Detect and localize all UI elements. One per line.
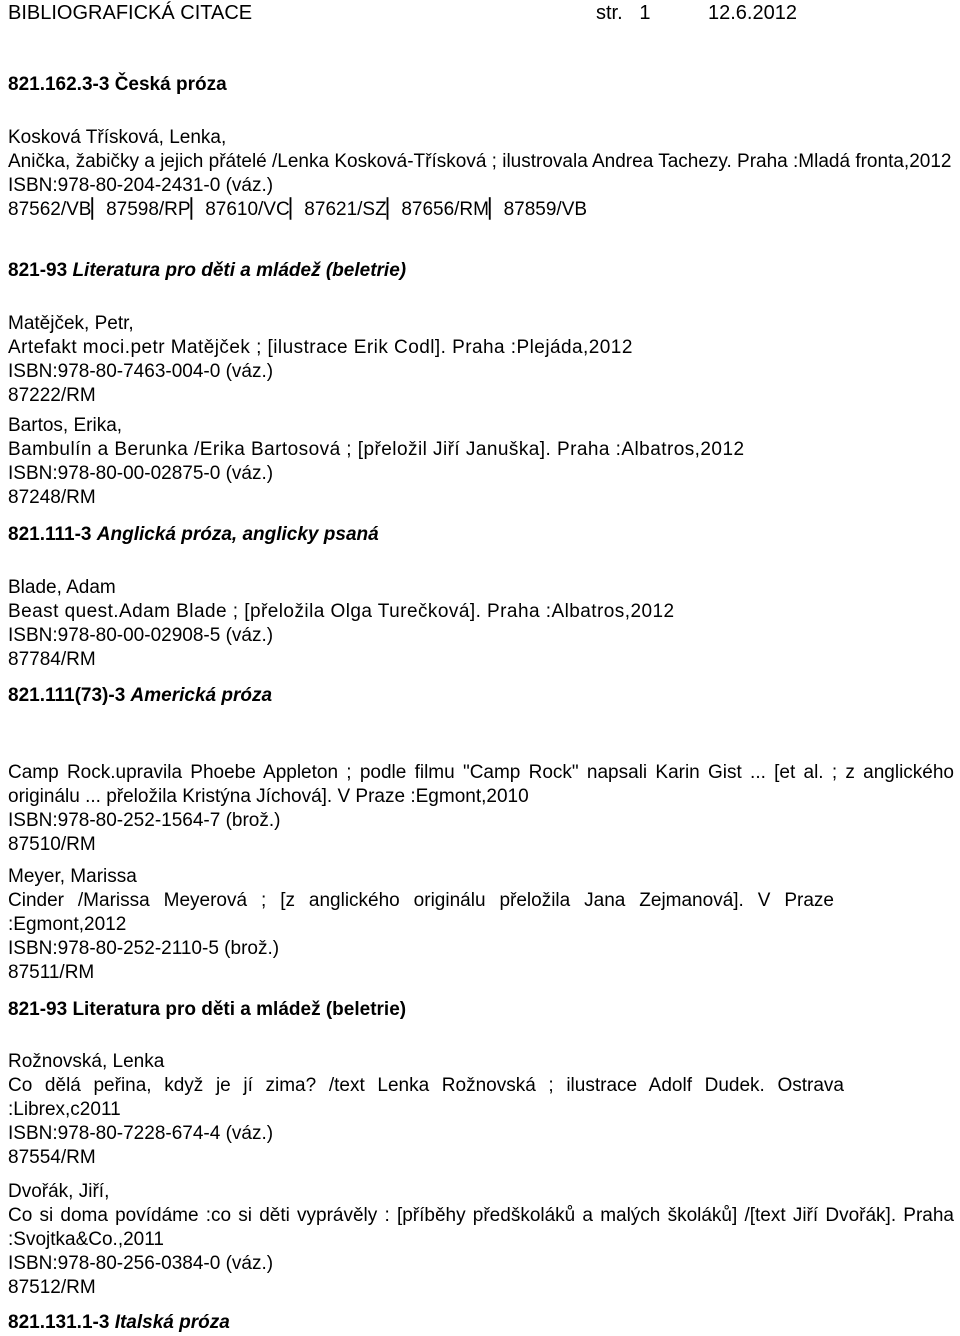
document-title: BIBLIOGRAFICKÁ CITACE (8, 2, 253, 24)
citation-entry (8, 865, 954, 985)
section-code: 821-93 (8, 999, 68, 1020)
entry-isbn: ISBN:978-80-00-02875-0 (váz.) (8, 463, 274, 484)
entry-holdings: 87248/RM (8, 487, 96, 508)
citation-entry (8, 414, 954, 510)
entry-description: Artefakt moci.petr Matějček ; [ilustrace Erik Codl]. Praha :Plejáda,2012 (8, 337, 633, 358)
entry-author: Blade, Adam (8, 577, 116, 598)
section-heading (8, 1311, 954, 1335)
section-name: Česká próza (114, 74, 227, 95)
entry-isbn: ISBN:978-80-204-2431-0 (váz.) (8, 175, 274, 196)
document-date: 12.6.2012 (708, 2, 797, 24)
entry-isbn: ISBN:978-80-7463-004-0 (váz.) (8, 361, 274, 382)
entry-description: Anička, žabičky a jejich přátelé /Lenka Kosková-Třísková ; ilustrovala Andrea Tachezy. Praha :Mladá fronta,2012 (8, 151, 952, 172)
entry-holdings: 87784/RM (8, 649, 96, 670)
entry-author: Dvořák, Jiří, (8, 1181, 110, 1202)
section-code: 821.111-3 (8, 524, 92, 545)
entry-author: Rožnovská, Lenka (8, 1051, 165, 1072)
section-name: Literatura pro děti a mládež (beletrie) (72, 260, 407, 281)
section-name: Anglická próza, anglicky psaná (96, 524, 379, 545)
section-heading (8, 523, 954, 547)
entry-isbn: ISBN:978-80-252-2110-5 (brož.) (8, 938, 280, 959)
entry-author: Bartos, Erika, (8, 415, 123, 436)
section-heading (8, 998, 954, 1022)
entry-isbn: ISBN:978-80-256-0384-0 (váz.) (8, 1253, 274, 1274)
section-heading (8, 684, 954, 708)
entry-holdings: 87554/RM (8, 1147, 96, 1168)
entry-description: Co dělá peřina, když je jí zima? /text Lenka Rožnovská ; ilustrace Adolf Dudek. Ostrava :Librex,c2011 (8, 1075, 844, 1120)
entry-isbn: ISBN:978-80-00-02908-5 (váz.) (8, 625, 274, 646)
entry-holdings: 87512/RM (8, 1277, 96, 1298)
entry-description: Camp Rock.upravila Phoebe Appleton ; podle filmu "Camp Rock" napsali Karin Gist ... [et al. ; z anglického originálu ... přeložila Kristýna Jíchová]. V Praze :Egmont,2010 (8, 762, 954, 807)
citation-entry (8, 1180, 954, 1300)
entry-isbn: ISBN:978-80-7228-674-4 (váz.) (8, 1123, 274, 1144)
entry-description: Cinder /Marissa Meyerová ; [z anglického originálu přeložila Jana Zejmanová]. V Praze :Egmont,2012 (8, 890, 834, 935)
entry-description: Co si doma povídáme :co si děti vyprávěly : [příběhy předškoláků a malých školáků] /[text Jiří Dvořák]. Praha :Svojtka&Co.,2011 (8, 1205, 954, 1250)
entry-author: Kosková Třísková, Lenka, (8, 127, 227, 148)
entry-author: Meyer, Marissa (8, 866, 137, 887)
section-code: 821.111(73)-3 (8, 685, 126, 706)
citation-entry (8, 126, 954, 222)
citation-entry (8, 1050, 954, 1170)
citation-entry (8, 576, 954, 672)
entry-holdings: 87222/RM (8, 385, 96, 406)
citation-entry (8, 312, 954, 408)
citation-entry (8, 761, 954, 857)
entry-description: Beast quest.Adam Blade ; [přeložila Olga Turečková]. Praha :Albatros,2012 (8, 601, 675, 622)
section-code: 821.131.1-3 (8, 1312, 110, 1333)
section-heading (8, 73, 954, 97)
entry-holdings: 87562/VB▏87598/RP▏87610/VC▏87621/SZ▏87656/RM▏87859/VB (8, 199, 588, 220)
entry-holdings: 87511/RM (8, 962, 95, 983)
entry-description: Bambulín a Berunka /Erika Bartosová ; [přeložil Jiří Januška]. Praha :Albatros,2012 (8, 439, 745, 460)
section-code: 821.162.3-3 (8, 74, 110, 95)
entry-isbn: ISBN:978-80-252-1564-7 (brož.) (8, 810, 281, 831)
section-heading (8, 259, 954, 283)
section-name: Literatura pro děti a mládež (beletrie) (72, 999, 407, 1020)
entry-author: Matějček, Petr, (8, 313, 134, 334)
entry-holdings: 87510/RM (8, 834, 96, 855)
section-code: 821-93 (8, 260, 68, 281)
page-number: str. 1 (596, 2, 651, 24)
section-name: Italská próza (114, 1312, 230, 1333)
section-name: Americká próza (130, 685, 273, 706)
